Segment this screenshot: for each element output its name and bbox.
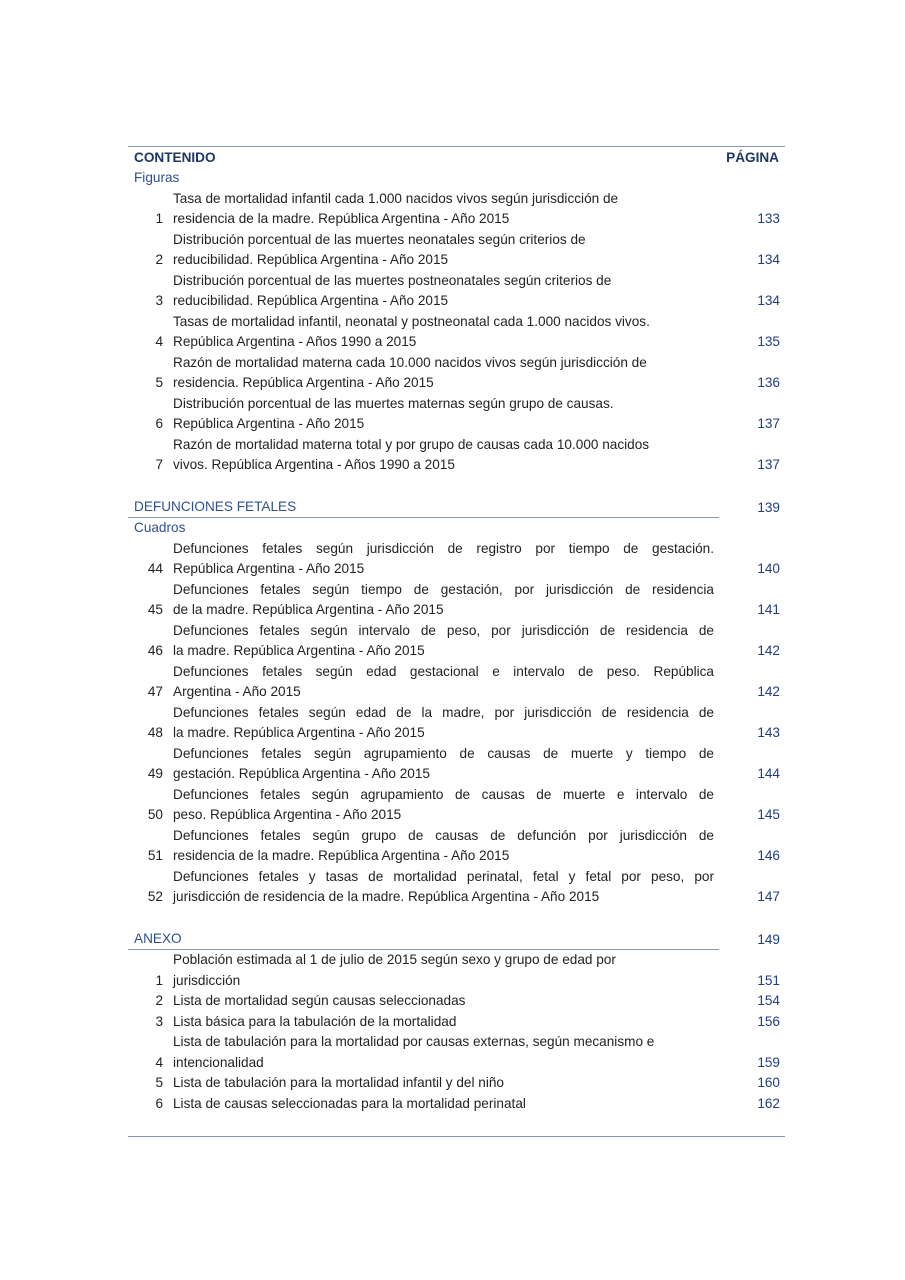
section-defunciones-fetales [128,497,785,519]
toc-entry[interactable] [128,189,785,230]
entry-title [173,394,714,435]
entry-title-line: residencia de la madre. República Argentina - Año 2015 [173,211,510,226]
entry-title-line: Lista básica para la tabulación de la mortalidad [173,1013,457,1029]
entry-title-line: residencia de la madre. República Argentina - Año 2015 [173,848,510,863]
entry-title-line: República Argentina - Año 2015 [173,561,365,576]
entry-title-line: Defunciones fetales según edad de la madre, por jurisdicción de residencia de [173,704,714,720]
entry-title-line: Tasa de mortalidad infantil cada 1.000 nacidos vivos según jurisdicción de [173,190,619,206]
entry-title [173,271,714,312]
toc-entry[interactable] [128,394,785,435]
entry-page: 147 [757,889,780,904]
entry-title [173,353,714,394]
entry-title-line: República Argentina - Año 2015 [173,416,365,431]
entry-title [173,867,714,908]
entry-title-line: Distribución porcentual de las muertes postneonatales según criterios de [173,272,612,288]
entry-page: 144 [757,766,780,781]
toc-entry[interactable] [128,826,785,867]
entry-title [173,230,714,271]
entry-number: 50 [147,807,163,822]
toc-entry[interactable] [128,662,785,703]
entry-title-line: Defunciones fetales según grupo de causas de defunción por jurisdicción de [173,827,714,843]
entry-page: 151 [757,972,780,988]
entry-title-line: Distribución porcentual de las muertes neonatales según criterios de [173,231,586,247]
entry-title-line: Defunciones fetales y tasas de mortalidad perinatal, fetal y fetal por peso, por [173,868,714,884]
entry-title-line: gestación. República Argentina - Año 2015 [173,766,430,781]
cuadros-list [128,539,785,908]
entry-title-line: vivos. República Argentina - Años 1990 a 2015 [173,457,455,472]
toc-entry[interactable] [128,271,785,312]
entry-page: 154 [757,993,780,1008]
entry-number: 3 [155,1013,163,1029]
entry-title-line: Población estimada al 1 de julio de 2015 según sexo y grupo de edad por [173,952,616,967]
entry-page: 140 [757,561,780,576]
entry-title-line: Lista de mortalidad según causas seleccionadas [173,993,466,1008]
entry-title [173,1012,714,1033]
entry-title [173,785,714,826]
section-title[interactable]: DEFUNCIONES FETALES [128,497,719,519]
entry-title [173,189,714,230]
entry-title-line: Argentina - Año 2015 [173,684,301,699]
table-of-contents [128,146,785,1137]
entry-page: 137 [757,416,780,431]
entry-title [173,539,714,580]
entry-title [173,580,714,621]
entry-number: 1 [155,972,163,988]
toc-entry[interactable] [128,539,785,580]
entry-number: 6 [155,416,163,431]
entry-title-line: residencia. República Argentina - Año 2015 [173,375,434,390]
entry-title [173,621,714,662]
entry-title-line: Defunciones fetales según intervalo de peso, por jurisdicción de residencia de [173,622,714,638]
entry-number: 6 [155,1095,163,1111]
entry-title-line: de la madre. República Argentina - Año 2015 [173,602,444,617]
anexo-list [128,950,785,1114]
entry-title-line: intencionalidad [173,1054,264,1070]
entry-title [173,435,714,476]
entry-page: 141 [757,602,780,617]
section-page: 139 [757,499,780,515]
toc-entry[interactable] [128,785,785,826]
entry-number: 4 [155,1054,163,1070]
entry-title-line: reducibilidad. República Argentina - Año 2015 [173,293,449,308]
entry-number: 2 [155,252,163,267]
section-anexo [128,929,785,951]
entry-title-line: Distribución porcentual de las muertes maternas según grupo de causas. [173,395,614,411]
entry-page: 134 [757,252,780,267]
entry-title-line: la madre. República Argentina - Año 2015 [173,725,425,740]
toc-entry[interactable] [128,230,785,271]
entry-title-line: la madre. República Argentina - Año 2015 [173,643,425,658]
toc-entry[interactable] [128,1012,785,1033]
entry-number: 48 [147,725,163,740]
toc-entry[interactable] [128,353,785,394]
entry-number: 45 [147,602,163,617]
entry-title [173,826,714,867]
entry-title-line: Razón de mortalidad materna total y por grupo de causas cada 10.000 nacidos [173,436,650,452]
entry-title-line: reducibilidad. República Argentina - Año 2015 [173,252,449,267]
toc-header [128,147,785,168]
section-title[interactable]: ANEXO [128,929,719,951]
entry-number: 2 [155,993,163,1008]
entry-title [173,1073,714,1094]
entry-number: 4 [155,334,163,349]
figuras-heading: Figuras [134,170,180,185]
bottom-divider [128,1136,785,1137]
toc-entry[interactable] [128,867,785,908]
entry-number: 49 [147,766,163,781]
entry-number: 1 [155,211,163,226]
entry-title [173,662,714,703]
entry-page: 137 [757,457,780,472]
entry-title [173,950,714,991]
entry-number: 51 [147,848,163,863]
entry-page: 134 [757,293,780,308]
entry-page: 142 [757,684,780,699]
entry-title-line: Lista de causas seleccionadas para la mortalidad perinatal [173,1095,526,1111]
entry-title-line: Defunciones fetales según tiempo de gestación, por jurisdicción de residencia [173,581,714,597]
entry-title-line: Defunciones fetales según jurisdicción de registro por tiempo de gestación. [173,540,714,556]
entry-number: 5 [155,375,163,390]
entry-title-line: Lista de tabulación para la mortalidad por causas externas, según mecanismo e [173,1034,655,1049]
entry-title [173,703,714,744]
toc-entry[interactable] [128,1094,785,1115]
entry-page: 142 [757,643,780,658]
entry-title [173,1094,714,1115]
toc-entry[interactable] [128,621,785,662]
entry-title-line: Defunciones fetales según agrupamiento de causas de muerte e intervalo de [173,786,714,802]
entry-number: 52 [147,889,163,904]
entry-title-line: Tasas de mortalidad infantil, neonatal y postneonatal cada 1.000 nacidos vivos. [173,313,650,329]
entry-page: 146 [757,848,780,863]
toc-entry[interactable] [128,312,785,353]
entry-number: 7 [155,457,163,472]
entry-page: 162 [757,1095,780,1111]
entry-title [173,744,714,785]
entry-page: 145 [757,807,780,822]
toc-entry[interactable] [128,744,785,785]
toc-entry[interactable] [128,950,785,991]
toc-entry[interactable] [128,1032,785,1073]
contents-heading: CONTENIDO [134,150,216,165]
entry-page: 159 [757,1054,780,1070]
entry-page: 156 [757,1013,780,1029]
entry-page: 133 [757,211,780,226]
entry-title [173,312,714,353]
toc-entry[interactable] [128,991,785,1012]
entry-title-line: Lista de tabulación para la mortalidad infantil y del niño [173,1075,504,1090]
entry-title-line: Defunciones fetales según agrupamiento de causas de muerte y tiempo de [173,745,714,761]
entry-title-line: República Argentina - Años 1990 a 2015 [173,334,417,349]
toc-entry[interactable] [128,435,785,476]
entry-title-line: peso. República Argentina - Año 2015 [173,807,402,822]
entry-title [173,991,714,1012]
page-heading: PÁGINA [726,150,779,165]
entry-page: 136 [757,375,780,390]
toc-entry[interactable] [128,1073,785,1094]
entry-number: 5 [155,1075,163,1090]
entry-title-line: jurisdicción de residencia de la madre. República Argentina - Año 2015 [173,889,600,904]
entry-title-line: jurisdicción [173,972,241,988]
entry-number: 3 [155,293,163,308]
toc-entry[interactable] [128,703,785,744]
entry-page: 143 [757,725,780,740]
entry-page: 160 [757,1075,780,1090]
entry-title [173,1032,714,1073]
figuras-list [128,189,785,476]
toc-entry[interactable] [128,580,785,621]
section-page: 149 [757,931,780,947]
entry-page: 135 [757,334,780,349]
entry-title-line: Defunciones fetales según edad gestacional e intervalo de peso. República [173,663,714,679]
entry-number: 46 [147,643,163,658]
cuadros-heading: Cuadros [134,520,186,535]
entry-title-line: Razón de mortalidad materna cada 10.000 nacidos vivos según jurisdicción de [173,354,647,370]
entry-number: 47 [147,684,163,699]
entry-number: 44 [147,561,163,576]
